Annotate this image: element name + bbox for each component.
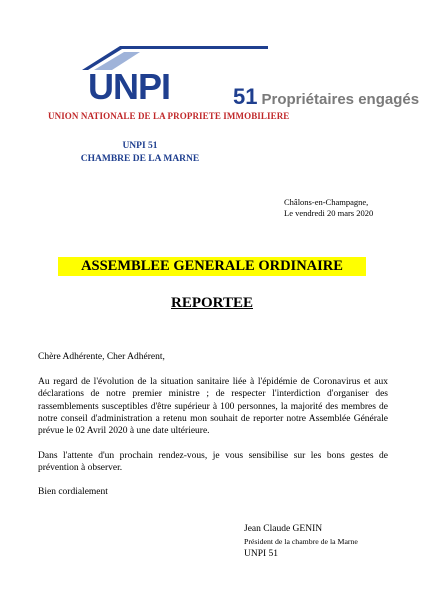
signature-role: Président de la chambre de la Marne [244, 536, 358, 546]
logo-tagline [233, 84, 419, 110]
signature-name: Jean Claude GENIN [244, 524, 323, 534]
document-title: ASSEMBLEE GENERALE ORDINAIRE [58, 257, 366, 276]
org-line-2: CHAMBRE DE LA MARNE [80, 154, 200, 164]
letter-closing: Bien cordialement [38, 487, 108, 497]
date-value: Le vendredi 20 mars 2020 [284, 208, 374, 218]
date-place: Châlons-en-Champagne, [284, 197, 369, 207]
letter-paragraph-1: Au regard de l'évolution de la situation sanitaire liée à l'épidémie de Coronavirus et aux déclarations de notre premier ministre ; de respecter l'interdiction d'organiser des rassemblements susceptibles d'être supérieur à 100 personnes, la majorité des membres de notre conseil d'administration a retenu mon souhait de reporter notre Assemblée Générale prévue le 02 Avril 2020 à une date ultérieure. [38, 377, 388, 437]
org-header [70, 140, 210, 166]
signature-block [244, 523, 358, 561]
logo-org-fullname: UNION NATIONALE DE LA PROPRIETE IMMOBILIERE [48, 111, 290, 121]
org-line-1: UNPI 51 [122, 141, 158, 151]
logo-number: 51 [233, 84, 258, 109]
document-subtitle: REPORTEE [171, 295, 253, 311]
logo-tagline-text: Propriétaires engagés [261, 91, 420, 108]
logo-brand: UNPI [88, 66, 171, 107]
date-block [284, 197, 373, 219]
signature-org: UNPI 51 [244, 549, 279, 559]
logo-wordmark [88, 66, 170, 108]
letter-greeting: Chère Adhérente, Cher Adhérent, [38, 352, 165, 362]
letter-paragraph-2: Dans l'attente d'un prochain rendez-vous, je vous sensibilise sur les bons gestes de prévention à observer. [38, 451, 388, 474]
unpi-logo [48, 40, 420, 121]
